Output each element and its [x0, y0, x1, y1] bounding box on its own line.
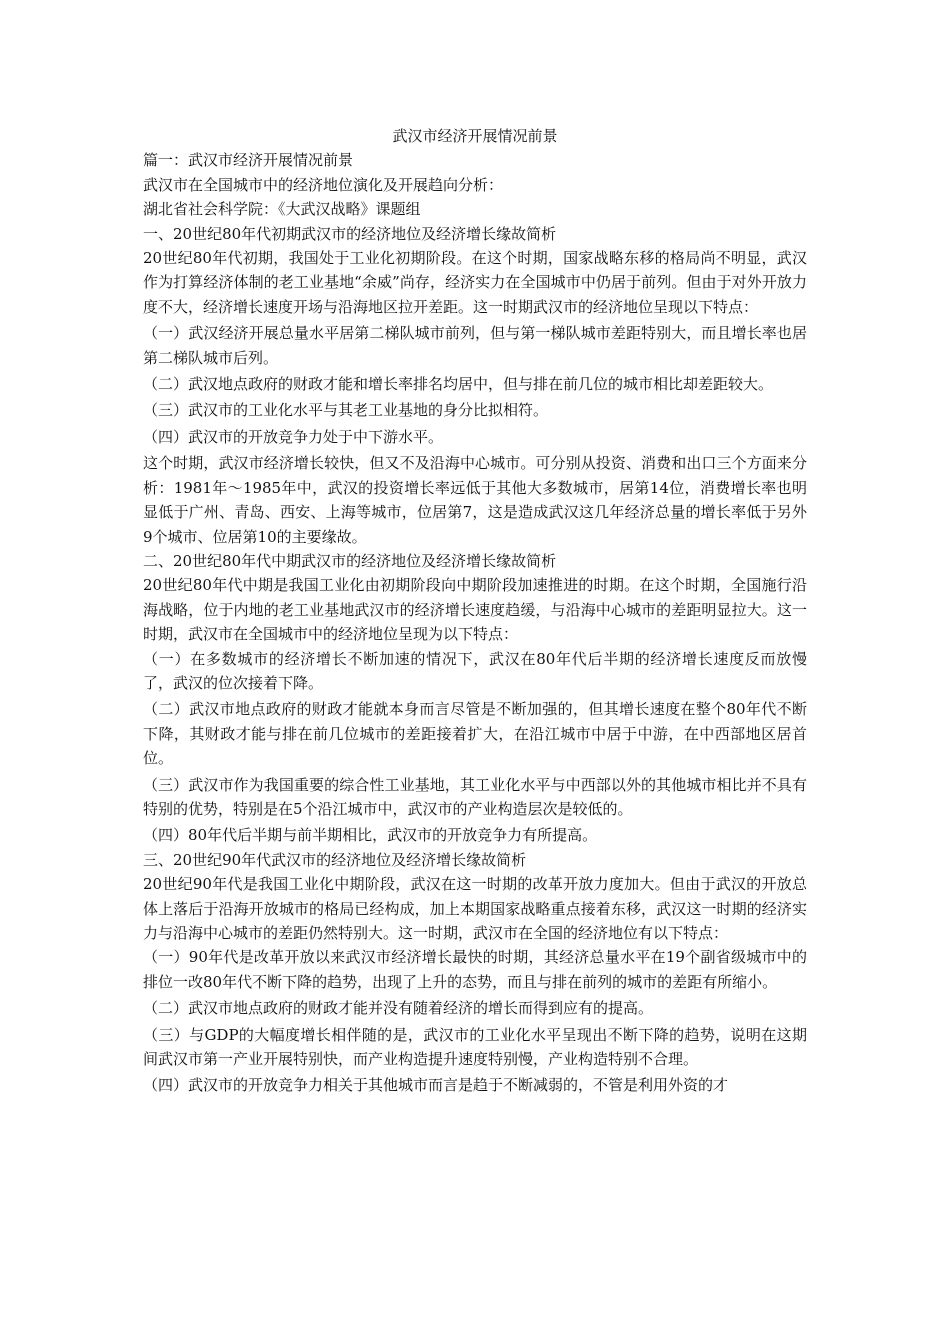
part-two-point-2: （二）武汉市地点政府的财政才能就本身而言尽管是不断加强的，但其增长速度在整个80年代不断下降，其财政才能与排在前几位城市的差距接着扩大，在沿江城市中居于中游，在中西部地区居首位。 — [143, 700, 807, 768]
part-three-heading: 三、20世纪90年代武汉市的经济地位及经济增长缘故简析 — [143, 850, 527, 869]
document-title: 武汉市经济开展情况前景 — [392, 127, 558, 145]
part-one-intro: 20世纪80年代初期，我国处于工业化初期阶段。在这个时期，国家战略东移的格局尚不明显，武汉作为打算经济体制的老工业基地“余威”尚存，经济实力在全国城市中仍居于前列。但由于对外开放力度不大，经济增长速度开场与沿海地区拉开差距。这一时期武汉市的经济地位呈现以下特点： — [143, 249, 807, 316]
part-three-intro: 20世纪90年代是我国工业化中期阶段，武汉在这一时期的改革开放力度加大。但由于武汉的开放总体上落后于沿海开放城市的格局已经构成，加上本期国家战略重点接着东移，武汉这一时期的经济实力与沿海中心城市的差距仍然特别大。这一时期，武汉市在全国的经济地位有以下特点： — [143, 875, 807, 942]
part-two-intro: 20世纪80年代中期是我国工业化由初期阶段向中期阶段加速推进的时期。在这个时期，全国施行沿海战略，位于内地的老工业基地武汉市的经济增长速度趋缓，与沿海中心城市的差距明显拉大。这一时期，武汉市在全国城市中的经济地位呈现为以下特点： — [143, 576, 807, 644]
part-one-point-4: （四）武汉市的开放竞争力处于中下游水平。 — [143, 427, 444, 446]
article-subtitle: 武汉市在全国城市中的经济地位演化及开展趋向分析： — [143, 175, 504, 194]
part-one-point-3: （三）武汉市的工业化水平与其老工业基地的身分比拟相符。 — [143, 401, 549, 420]
part-three-point-4: （四）武汉市的开放竞争力相关于其他城市而言是趋于不断减弱的，不管是利用外资的才 — [143, 1076, 729, 1095]
part-two-point-3: （三）武汉市作为我国重要的综合性工业基地，其工业化水平与中西部以外的其他城市相比并不具有特别的优势，特别是在5个沿江城市中，武汉市的产业构造层次是较低的。 — [143, 775, 807, 818]
part-one-point-1: （一）武汉经济开展总量水平居第二梯队城市前列，但与第一梯队城市差距特别大，而且增长率也居第二梯队城市后列。 — [143, 324, 807, 367]
section-heading: 篇一：武汉市经济开展情况前景 — [143, 151, 354, 170]
part-one-analysis: 这个时期，武汉市经济增长较快，但又不及沿海中心城市。可分别从投资、消费和出口三个方面来分析：1981年～1985年中，武汉的投资增长率远低于其他大多数城市，居第14位，消费增长率也明显低于广州、青岛、西安、上海等城市，位居第7，这是造成武汉这几年经济总量的增长率低于另外9个城市、位居第10的主要缘故。 — [143, 454, 807, 546]
part-three-point-3: （三）与GDP的大幅度增长相伴随的是，武汉市的工业化水平呈现出不断下降的趋势，说明在这期间武汉市第一产业开展特别快，而产业构造提升速度特别慢，产业构造特别不合理。 — [143, 1025, 807, 1069]
document-page — [143, 124, 807, 1098]
part-three-point-1: （一）90年代是改革开放以来武汉市经济增长最快的时期，其经济总量水平在19个副省级城市中的排位一改80年代不断下降的趋势，出现了上升的态势，而且与排在前列的城市的差距有所缩小。 — [143, 948, 807, 991]
part-one-heading: 一、20世纪80年代初期武汉市的经济地位及经济增长缘故简析 — [143, 224, 557, 243]
article-author: 湖北省社会科学院：《大武汉战略》课题组 — [143, 200, 421, 219]
part-two-point-4: （四）80年代后半期与前半期相比，武汉市的开放竞争力有所提高。 — [143, 826, 598, 845]
part-two-heading: 二、20世纪80年代中期武汉市的经济地位及经济增长缘故简析 — [143, 551, 557, 570]
part-two-point-1: （一）在多数城市的经济增长不断加速的情况下，武汉在80年代后半期的经济增长速度反而放慢了，武汉的位次接着下降。 — [143, 649, 807, 692]
part-one-point-2: （二）武汉地点政府的财政才能和增长率排名均居中，但与排在前几位的城市相比却差距较大。 — [143, 375, 774, 394]
part-three-point-2: （二）武汉市地点政府的财政才能并没有随着经济的增长而得到应有的提高。 — [143, 999, 654, 1018]
